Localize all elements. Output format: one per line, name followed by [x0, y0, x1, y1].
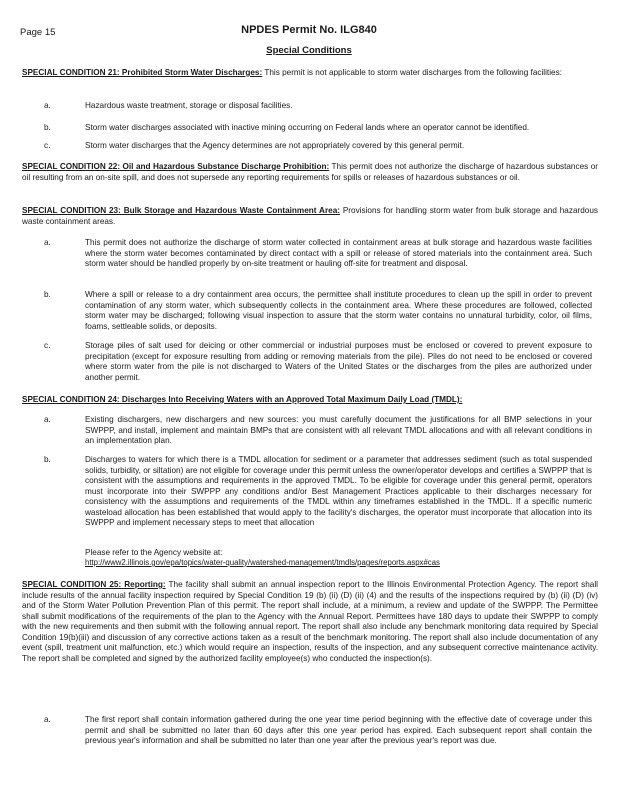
item-text: The first report shall contain information gathered during the one year time period beginning with the effective date of coverage under this permit and shall be submitted no later than 60 days after this one year period has expired. Each subsequent report shall contain the previous year's information and shall be submitted no later than one year after the previous year's report was due. [85, 715, 592, 745]
item-label: b. [44, 123, 51, 132]
sc23-heading: SPECIAL CONDITION 23: Bulk Storage and Hazardous Waste Containment Area: [22, 206, 340, 215]
item-label: a. [44, 415, 51, 424]
sc24-paragraph [22, 395, 598, 406]
sc21-heading: SPECIAL CONDITION 21: Prohibited Storm Water Discharges: [22, 68, 263, 77]
item-text: Storm water discharges associated with inactive mining occurring on Federal lands where an operator cannot be identified. [85, 123, 530, 132]
item-text: Hazardous waste treatment, storage or disposal facilities. [85, 101, 293, 110]
sc22-paragraph [22, 162, 598, 183]
item-label: b. [44, 290, 51, 299]
sc22-text: This permit does not authorize the discharge of hazardous substances or oil resulting from an on-site spill, and does not supersede any reporting requirements for spills or releases of hazardous substances or oil. [22, 162, 598, 182]
item-label: b. [44, 455, 51, 464]
item-label: c. [44, 341, 51, 350]
sc22-heading: SPECIAL CONDITION 22: Oil and Hazardous Substance Discharge Prohibition: [22, 162, 330, 171]
item-label: a. [44, 101, 51, 110]
item-text: This permit does not authorize the discharge of storm water collected in containment areas at bulk storage and hazardous waste facilities where the storm water becomes contaminated by direct contact with a spill or release of stored materials into the containment area. Such storm water should be handled properly by on-site treatment or hauling off-site for treatment and disposal. [85, 238, 592, 268]
sc21-intro-text: This permit is not applicable to storm water discharges from the following facilities: [262, 68, 562, 77]
item-text: Storm water discharges that the Agency determines are not appropriately covered by this general permit. [85, 141, 465, 150]
document-title: Special Conditions [266, 45, 352, 56]
item-text: Where a spill or release to a dry containment area occurs, the permittee shall institute procedures to clean up the spill in order to prevent contamination of any storm water, which subsequently collects in the containment area. Where these procedures are followed, collected storm water may be discharged; following visual inspection to assure that the storm water contains no unnatural turbidity, color, oil films, foams, settleable solids, or deposits. [85, 290, 592, 331]
item-label: c. [44, 141, 51, 150]
page-number: Page 15 [20, 27, 56, 38]
item-label: a. [44, 715, 51, 724]
item-text: Storage piles of salt used for deicing or other commercial or industrial purposes must be enclosed or covered to prevent exposure to precipitation (except for exposure resulting from adding or removing materials from the pile). Piles do not need to be enclosed or covered where storm water from the pile is not discharged to Waters of the United States or the discharges from the piles are authorized under another permit. [85, 341, 592, 382]
item-label: a. [44, 238, 51, 247]
sc23-intro-text: Provisions for handling storm water from bulk storage and hazardous waste containment areas. [22, 206, 598, 226]
sc25-heading: SPECIAL CONDITION 25: Reporting: [22, 580, 166, 589]
tmdl-website-link[interactable]: http://www2.illinois.gov/epa/topics/water-quality/watershed-management/tmdls/pages/reports.aspx#cas [85, 558, 440, 567]
item-text: Existing dischargers, new dischargers and new sources: you must carefully document the justifications for all BMP selections in your SWPPP, and install, implement and maintain BMPs that are consistent with all relevant TMDL allocations and with all relevant conditions in an implementation plan. [85, 415, 592, 445]
item-text: Discharges to waters for which there is a TMDL allocation for sediment or a parameter that addresses sediment (such as total suspended solids, turbidity, or siltation) are not eligible for coverage under this permit unless the owner/operator develops and certifies a SWPPP that is consistent with the assumptions and requirements in the approved TMDL. To be eligible for coverage under this general permit, operators must incorporate into their SWPPP any conditions and/or Best Management Practices applicable to their discharges necessary for consistency with the assumptions and requirements of the TMDL within any timeframes established in the TMDL. If a specific numeric wasteload allocation has been established that would apply to the facility's discharges, the operator must incorporate that allocation into its SWPPP and implement necessary steps to meet that allocation [85, 455, 592, 527]
sc25-paragraph [22, 580, 598, 664]
sc21-intro [22, 68, 598, 79]
sc23-intro [22, 206, 598, 227]
sc25-text: The facility shall submit an annual inspection report to the Illinois Environmental Protection Agency. The report shall include results of the annual facility inspection required by Special Condition 19 (b) (ii) (D) (ii) (4) and the results of the inspections required by (b) (ii) (D) (iv) and of the Storm Water Pollution Prevention Plan of this permit. The report shall include, at a minimum, a review and update of the SWPPP. The Permittee shall submit modifications of the requirements of the plan to the Agency with the Annual Report. Permittees have 180 days to update their SWPPP to comply with the new requirements and then submit with the following annual report. The report shall also include any benchmark monitoring data required by Special Condition 19(b)(iii) and discussion of any corrective actions taken as a result of the benchmark monitoring. The report shall also include documentation of any event (spill, treatment unit malfunction, etc.) which would require an inspection, results of the inspection, and any subsequent corrective maintenance activity. The report shall be completed and signed by the authorized facility employee(s) who conducted the inspection(s). [22, 580, 598, 663]
website-label: Please refer to the Agency website at: [85, 548, 223, 557]
sc24-heading: SPECIAL CONDITION 24: Discharges Into Receiving Waters with an Approved Total Maximum Daily Load (TMDL): [22, 395, 463, 404]
permit-number: NPDES Permit No. ILG840 [241, 24, 377, 36]
